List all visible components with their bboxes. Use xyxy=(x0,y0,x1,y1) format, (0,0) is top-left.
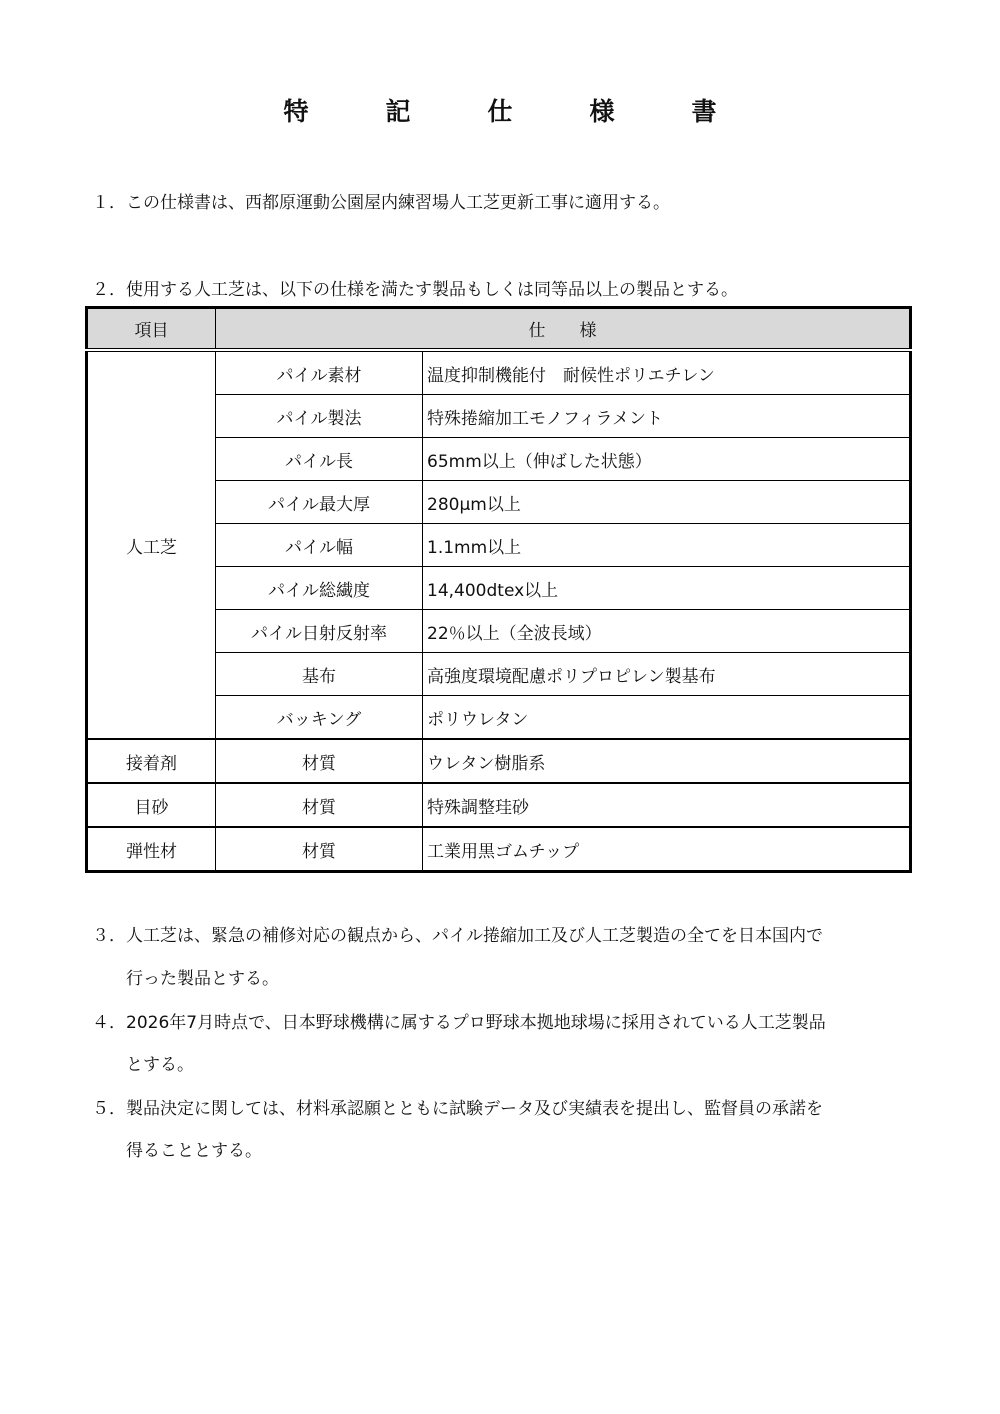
section-5 xyxy=(92,1094,823,1119)
item-cell: 基布 xyxy=(216,653,423,696)
table-header-row xyxy=(87,308,911,351)
header-spec: 仕 様 xyxy=(216,308,911,351)
table-row xyxy=(87,739,911,783)
value-cell: 65mm以上（伸ばした状態） xyxy=(423,438,911,481)
value-cell: 特殊調整珪砂 xyxy=(423,783,911,827)
section-text: 使用する人工芝は、以下の仕様を満たす製品もしくは同等品以上の製品とする。 xyxy=(126,280,738,300)
section-number: ２． xyxy=(92,280,126,300)
section-4-continuation: とする。 xyxy=(126,1055,194,1075)
item-cell: パイル最大厚 xyxy=(216,481,423,524)
item-cell: パイル素材 xyxy=(216,350,423,395)
value-cell: 特殊捲縮加工モノフィラメント xyxy=(423,395,911,438)
header-item: 項目 xyxy=(87,308,216,351)
section-number: １． xyxy=(92,193,126,213)
item-cell: パイル日射反射率 xyxy=(216,610,423,653)
section-text: 人工芝は、緊急の補修対応の観点から、パイル捲縮加工及び人工芝製造の全てを日本国内で xyxy=(126,926,823,946)
section-text: 製品決定に関しては、材料承認願とともに試験データ及び実績表を提出し、監督員の承諾を xyxy=(126,1099,823,1119)
item-cell: パイル長 xyxy=(216,438,423,481)
item-cell: 材質 xyxy=(216,739,423,783)
value-cell: 高強度環境配慮ポリプロピレン製基布 xyxy=(423,653,911,696)
section-4 xyxy=(92,1008,826,1033)
value-cell: ポリウレタン xyxy=(423,696,911,740)
table-row xyxy=(87,827,911,872)
value-cell: 工業用黒ゴムチップ xyxy=(423,827,911,872)
category-cell: 接着剤 xyxy=(87,739,216,783)
section-1 xyxy=(92,188,670,213)
document-title: 特 記 仕 様 書 xyxy=(283,97,743,126)
item-cell: 材質 xyxy=(216,783,423,827)
section-5-continuation: 得ることとする。 xyxy=(126,1141,262,1161)
spec-table xyxy=(85,306,912,873)
section-3-continuation: 行った製品とする。 xyxy=(126,969,279,989)
section-2 xyxy=(92,275,738,300)
section-3 xyxy=(92,921,823,946)
item-cell: バッキング xyxy=(216,696,423,740)
section-number: ５． xyxy=(92,1099,126,1119)
value-cell: 1.1mm以上 xyxy=(423,524,911,567)
category-cell: 目砂 xyxy=(87,783,216,827)
section-number: ３． xyxy=(92,926,126,946)
section-text: 2026年7月時点で、日本野球機構に属するプロ野球本拠地球場に採用されている人工芝製品 xyxy=(126,1013,826,1033)
item-cell: パイル幅 xyxy=(216,524,423,567)
value-cell: 22％以上（全波長域） xyxy=(423,610,911,653)
section-number: ４． xyxy=(92,1013,126,1033)
table-row xyxy=(87,783,911,827)
table-row xyxy=(87,350,911,395)
category-cell: 人工芝 xyxy=(87,350,216,739)
item-cell: 材質 xyxy=(216,827,423,872)
value-cell: 温度抑制機能付 耐候性ポリエチレン xyxy=(423,350,911,395)
item-cell: パイル製法 xyxy=(216,395,423,438)
value-cell: 14,400dtex以上 xyxy=(423,567,911,610)
section-text: この仕様書は、西都原運動公園屋内練習場人工芝更新工事に適用する。 xyxy=(126,193,670,213)
item-cell: パイル総繊度 xyxy=(216,567,423,610)
category-cell: 弾性材 xyxy=(87,827,216,872)
value-cell: 280μm以上 xyxy=(423,481,911,524)
value-cell: ウレタン樹脂系 xyxy=(423,739,911,783)
